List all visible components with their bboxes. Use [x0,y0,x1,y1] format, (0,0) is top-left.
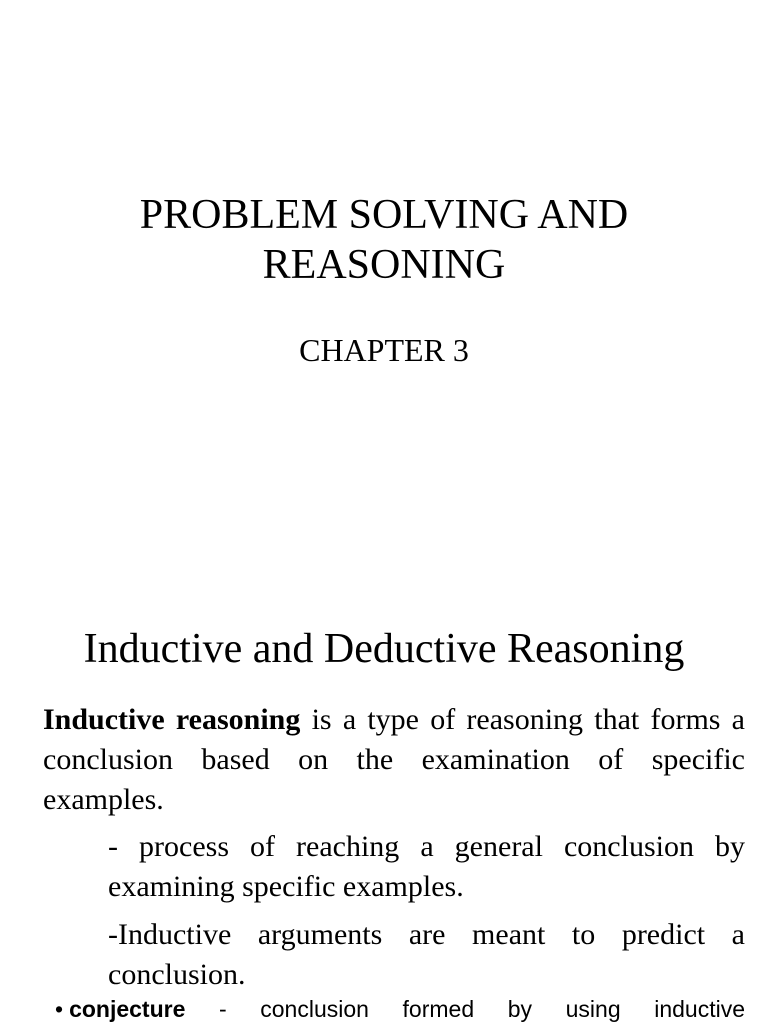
title-line-2: REASONING [262,242,506,288]
title-line-1: PROBLEM SOLVING AND [139,192,629,238]
bullet-marker: • [55,996,64,1022]
content-slide [0,600,768,1024]
bullet-item [55,994,745,1024]
definition-paragraph [43,700,745,820]
section-heading: Inductive and Deductive Reasoning [83,626,685,672]
bullet-text: - conclusion formed by using inductive [185,996,745,1022]
bullet-term: conjecture [69,996,186,1022]
definition-text: is a type of reasoning that forms a conclusion based on the examination of specific examples. [43,703,745,816]
chapter-label: CHAPTER 3 [299,332,469,368]
sub-point: - process of reaching a general conclusion by examining specific examples. [108,830,745,903]
sub-point: -Inductive arguments are meant to predict a conclusion. [108,918,745,991]
slide-title [0,190,768,290]
definition-term: Inductive reasoning [43,703,301,736]
